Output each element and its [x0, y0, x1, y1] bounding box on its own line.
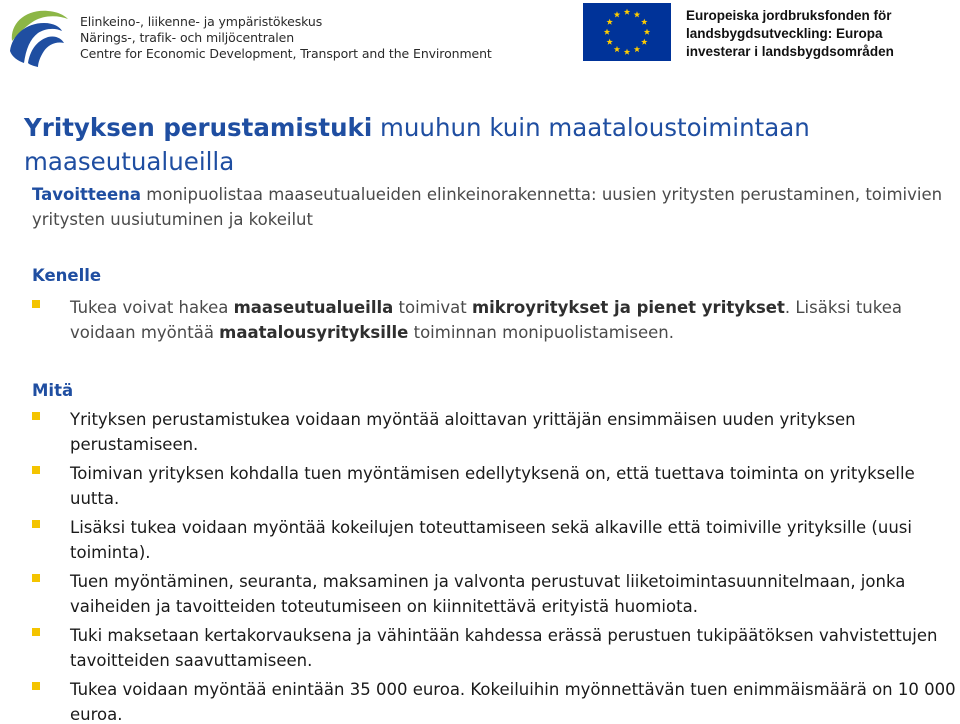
item-bold-text: maatalousyrityksille	[219, 323, 409, 342]
list-item	[0, 569, 960, 619]
item-text: toimivat	[393, 298, 472, 317]
goal-text: monipuolistaa maaseutualueiden elinkeinorakennetta: uusien yritysten perustaminen, toimivien yritysten uusiutuminen ja kokeilut	[32, 185, 943, 229]
item-text: Yrityksen perustamistukea voidaan myöntää aloittavan yrittäjän ensimmäisen uuden yrityksen perustamiseen.	[70, 410, 856, 454]
kenelle-list	[0, 295, 960, 345]
page-title	[24, 111, 924, 179]
item-text: Lisäksi tukea voidaan myöntää kokeilujen toteuttamiseen sekä alkaville että toimiville yrityksille (uusi toiminta).	[70, 518, 912, 562]
ely-centre-name	[80, 14, 492, 62]
item-text: Tuen myöntäminen, seuranta, maksaminen ja valvonta perustuvat liiketoimintasuunnitelmaan, jonka vaiheiden ja tavoitteiden toteutumiseen on kiinnitettävä erityistä huomiota.	[70, 572, 906, 616]
item-text: Tukea voivat hakea	[70, 298, 234, 317]
title-bold: Yrityksen perustamistuki	[24, 113, 373, 142]
section-heading-mita: Mitä	[32, 381, 74, 400]
list-item	[0, 295, 960, 345]
item-bold-text: mikroyritykset ja pienet yritykset	[471, 298, 785, 317]
section-heading-kenelle: Kenelle	[32, 266, 102, 285]
bullet-square-icon	[32, 412, 40, 420]
eafrd-line-1: Europeiska jordbruksfonden för	[686, 8, 892, 23]
list-item	[0, 461, 960, 511]
bullet-square-icon	[32, 466, 40, 474]
item-text: Tukea voidaan myöntää enintään 35 000 euroa. Kokeiluihin myönnettävän tuen enimmäismäärä on 10 000 euroa.	[70, 680, 956, 724]
item-text: Toimivan yrityksen kohdalla tuen myöntämisen edellytyksenä on, että tuettava toiminta on yritykselle uutta.	[70, 464, 915, 508]
eafrd-caption	[686, 7, 894, 61]
bullet-square-icon	[32, 628, 40, 636]
goal-lead: Tavoitteena	[32, 185, 142, 204]
list-item	[0, 623, 960, 673]
bullet-square-icon	[32, 300, 40, 308]
ely-centre-logo	[4, 5, 70, 67]
bullet-square-icon	[32, 682, 40, 690]
mita-list	[0, 407, 960, 724]
ely-name-sv: Närings-, trafik- och miljöcentralen	[80, 30, 295, 45]
item-bold-text: maaseutualueilla	[233, 298, 394, 317]
goal-paragraph	[32, 182, 952, 232]
item-text: . Lisäksi tukea voidaan myöntää	[70, 298, 902, 342]
ely-name-fi: Elinkeino-, liikenne- ja ympäristökeskus	[80, 14, 323, 29]
bullet-square-icon	[32, 574, 40, 582]
item-text: toiminnan monipuolistamiseen.	[408, 323, 674, 342]
ely-name-en: Centre for Economic Development, Transport and the Environment	[80, 46, 492, 61]
eafrd-line-3: investerar i landsbygdsområden	[686, 44, 894, 59]
title-rest: muuhun kuin maataloustoimintaan maaseutualueilla	[24, 113, 810, 176]
list-item	[0, 515, 960, 565]
bullet-square-icon	[32, 520, 40, 528]
list-item	[0, 407, 960, 457]
eafrd-line-2: landsbygdsutveckling: Europa	[686, 26, 883, 41]
item-text: Tuki maksetaan kertakorvauksena ja vähintään kahdessa erässä perustuen tukipäätöksen vahvistettujen tavoitteiden saavuttamiseen.	[70, 626, 938, 670]
list-item	[0, 677, 960, 724]
eu-flag-logo	[583, 3, 671, 61]
